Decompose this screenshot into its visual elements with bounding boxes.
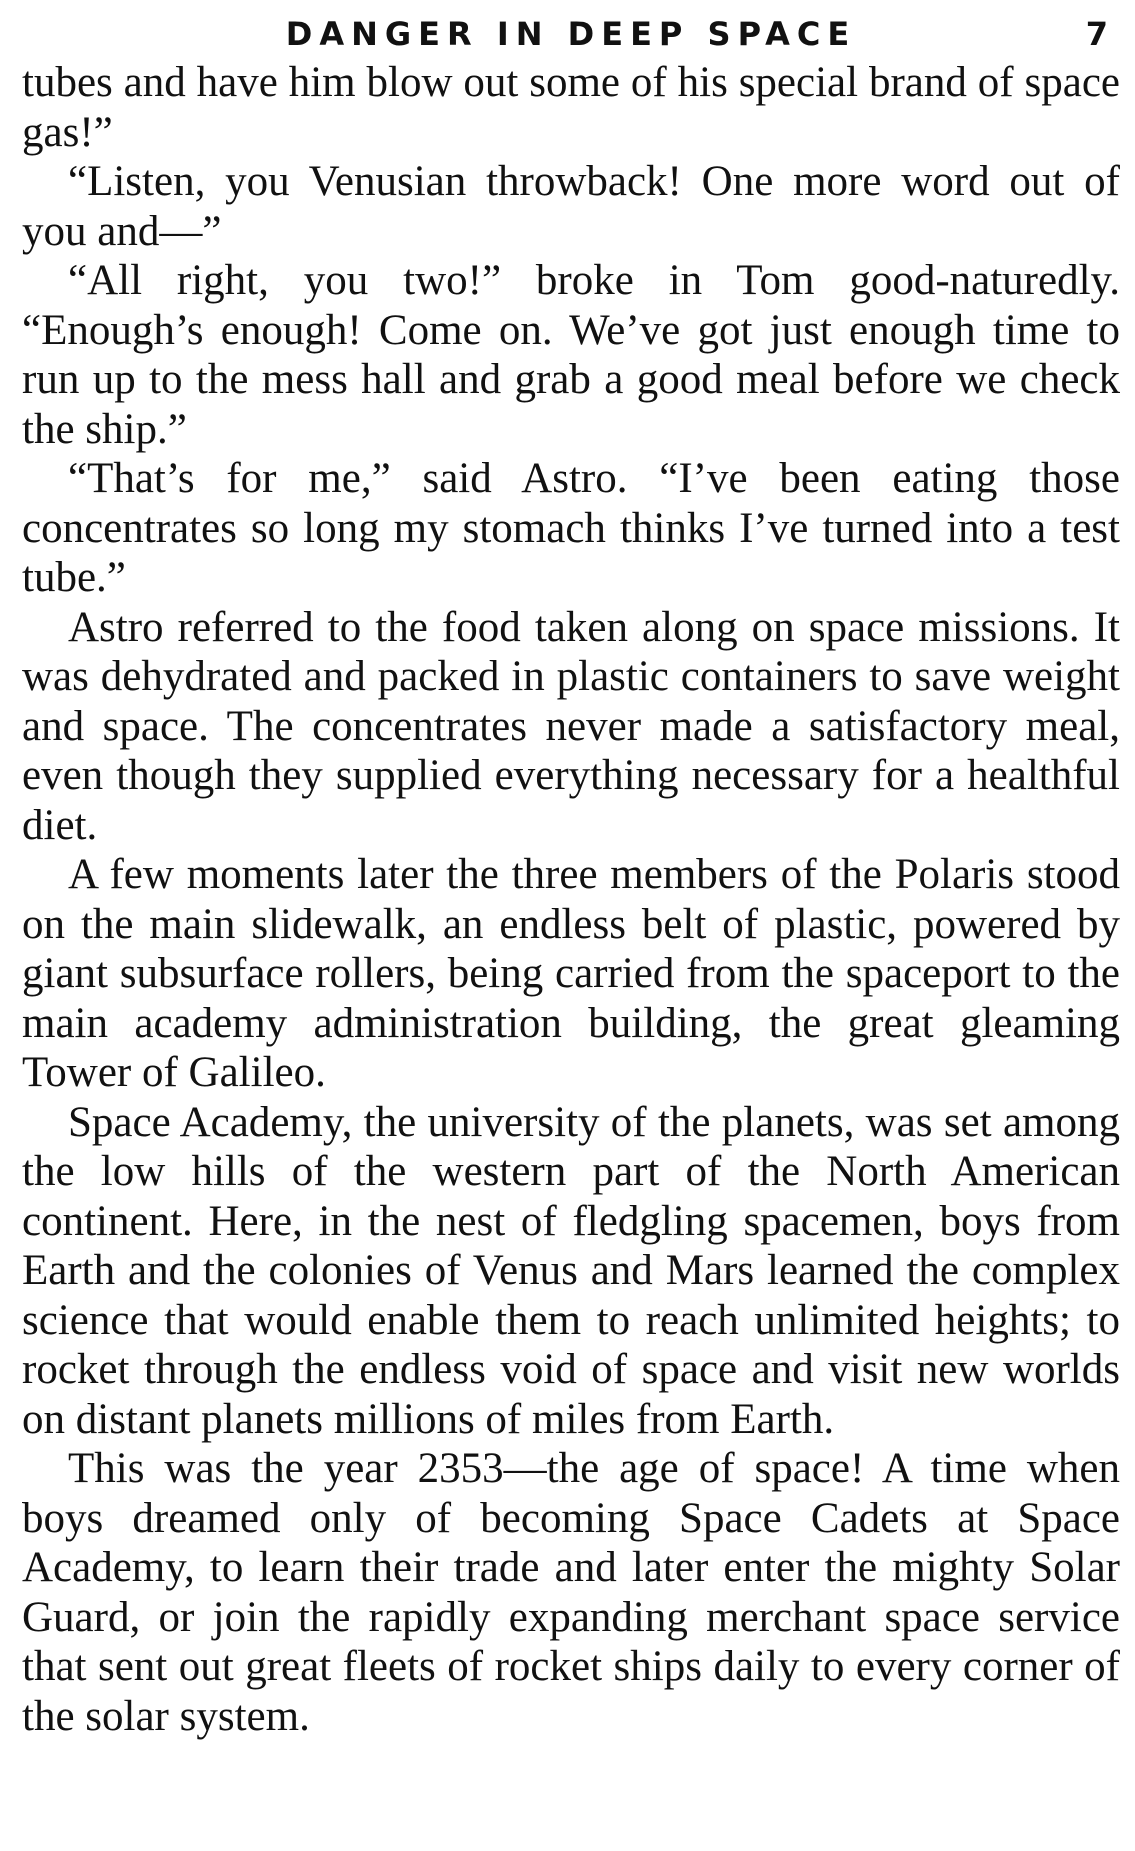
running-title: DANGER IN DEEP SPACE bbox=[285, 15, 857, 53]
paragraph-4: “That’s for me,” said Astro. “I’ve been eating those concentrates so long my stomach thinks I’ve turned into a test tube.” bbox=[22, 455, 1120, 601]
paragraph-1: tubes and have him blow out some of his special brand of space gas!” bbox=[22, 59, 1120, 156]
paragraph-3: “All right, you two!” broke in Tom good-naturedly. “Enough’s enough! Come on. We’ve got just enough time to run up to the mess hall and grab a good meal before we check the ship.” bbox=[22, 257, 1120, 453]
page-number: 7 bbox=[1085, 15, 1108, 53]
paragraph-8: This was the year 2353—the age of space! A time when boys dreamed only of becoming Space Cadets at Space Academy, to learn their trade and later enter the mighty Solar Guard, or join the rapidly expanding merchant space service that sent out great fleets of rocket ships daily to every corner of the solar system. bbox=[22, 1445, 1120, 1740]
paragraph-7: Space Academy, the university of the planets, was set among the low hills of the western part of the North American continent. Here, in the nest of fledgling spacemen, boys from Earth and the colonies of Venus and Mars learned the complex science that would enable them to reach unlimited heights; to rocket through the endless void of space and visit new worlds on distant planets millions of miles from Earth. bbox=[22, 1098, 1120, 1443]
paragraph-5: Astro referred to the food taken along on space missions. It was dehydrated and packed in plastic containers to save weight and space. The concentrates never made a satisfactory meal, even though they supplied everything necessary for a healthful diet. bbox=[22, 603, 1120, 849]
paragraph-6: A few moments later the three members of the Polaris stood on the main slidewalk, an endless belt of plastic, powered by giant subsurface rollers, being carried from the spaceport to the main academy administration building, the great gleaming Tower of Galileo. bbox=[22, 851, 1120, 1096]
paragraph-2: “Listen, you Venusian throwback! One more word out of you and—” bbox=[22, 158, 1120, 255]
body-text bbox=[22, 58, 1120, 1741]
running-head bbox=[22, 0, 1120, 60]
book-page bbox=[22, 0, 1120, 1851]
